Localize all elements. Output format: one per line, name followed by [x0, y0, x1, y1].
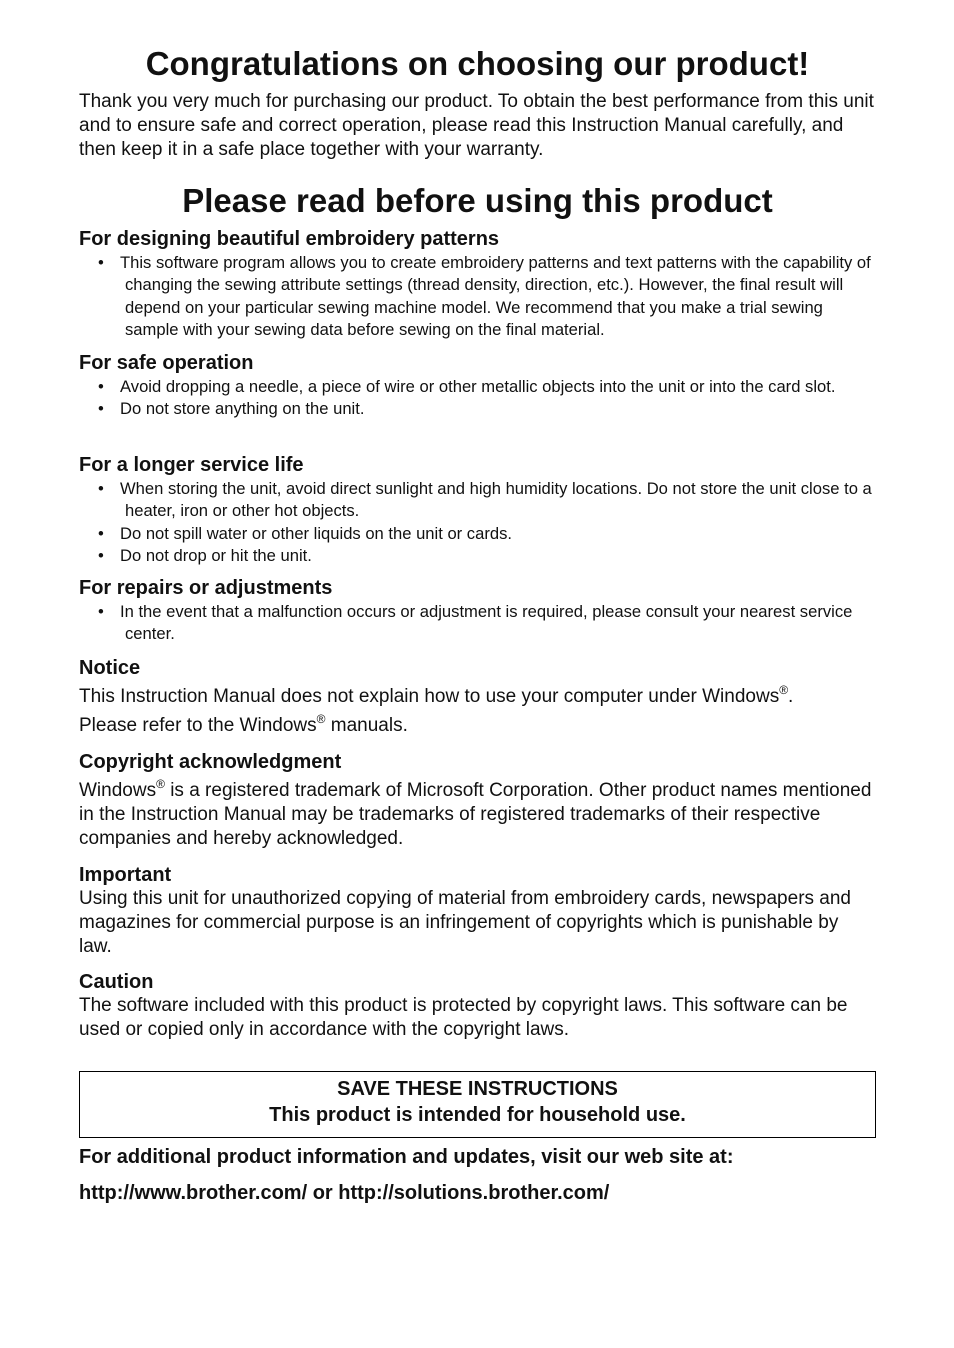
read-before-heading: Please read before using this product	[182, 182, 773, 219]
section-caution	[79, 970, 876, 1042]
list-item: • Avoid dropping a needle, a piece of wire or other metallic objects into the unit or into the card slot.	[98, 377, 836, 396]
section-title: For repairs or adjustments	[79, 577, 333, 599]
list-item: • Do not spill water or other liquids on the unit or cards.	[98, 523, 512, 543]
main-heading: Congratulations on choosing our product!	[145, 45, 810, 82]
section-title: Important	[79, 864, 172, 886]
section-safe-operation	[79, 351, 876, 421]
notice-text: This Instruction Manual does not explain how to use your computer under Windows®. Please refer to the Windows® manuals.	[79, 683, 794, 736]
section-copyright	[79, 750, 876, 851]
section-designing	[79, 227, 876, 341]
list-item: • When storing the unit, avoid direct sunlight and high humidity locations. Do not store the unit close to a heater, iron or other hot objects.	[98, 479, 872, 521]
list-item: • Do not store anything on the unit.	[98, 399, 365, 419]
save-instructions-box	[79, 1071, 876, 1138]
section-repairs	[79, 576, 876, 646]
box-line-2: This product is intended for household use.	[269, 1104, 686, 1126]
list-item: • In the event that a malfunction occurs or adjustment is required, please consult your nearest service center.	[98, 602, 853, 644]
section-important	[79, 863, 876, 959]
section-notice	[79, 656, 876, 740]
section-title: Notice	[79, 657, 141, 679]
footer-info: For additional product information and updates, visit our web site at:	[79, 1146, 734, 1168]
copyright-text: Windows® is a registered trademark of Microsoft Corporation. Other product names mentioned in the Instruction Manual may be trademarks of registered trademarks of their respective companies and hereby acknowledged.	[79, 777, 872, 849]
intro-paragraph: Thank you very much for purchasing our product. To obtain the best performance from this unit and to ensure safe and correct operation, please read this Instruction Manual carefully, and then keep it in a safe place together with your warranty.	[79, 91, 874, 160]
section-title: For designing beautiful embroidery patterns	[79, 228, 500, 250]
list-item: • This software program allows you to create embroidery patterns and text patterns with the capability of changing the sewing attribute settings (thread density, direction, etc.). However, the final result will depend on your particular sewing machine model. We recommend that you make a trial sewing sample with your sewing data before sewing on the final material.	[98, 253, 871, 339]
section-title: Copyright acknowledgment	[79, 751, 342, 773]
section-title: For a longer service life	[79, 454, 304, 476]
list-item: • Do not drop or hit the unit.	[98, 545, 312, 565]
section-title: For safe operation	[79, 352, 254, 374]
caution-text: The software included with this product is protected by copyright laws. This software can be used or copied only in accordance with the copyright laws.	[79, 995, 848, 1040]
important-text: Using this unit for unauthorized copying of material from embroidery cards, newspapers and magazines for commercial purpose is an infringement of copyrights which is punishable by law.	[79, 888, 851, 957]
section-title: Caution	[79, 971, 154, 993]
box-line-1: SAVE THESE INSTRUCTIONS	[337, 1078, 618, 1100]
section-longer-service-life	[79, 453, 876, 567]
footer-urls[interactable]: http://www.brother.com/ or http://solutions.brother.com/	[79, 1182, 610, 1204]
